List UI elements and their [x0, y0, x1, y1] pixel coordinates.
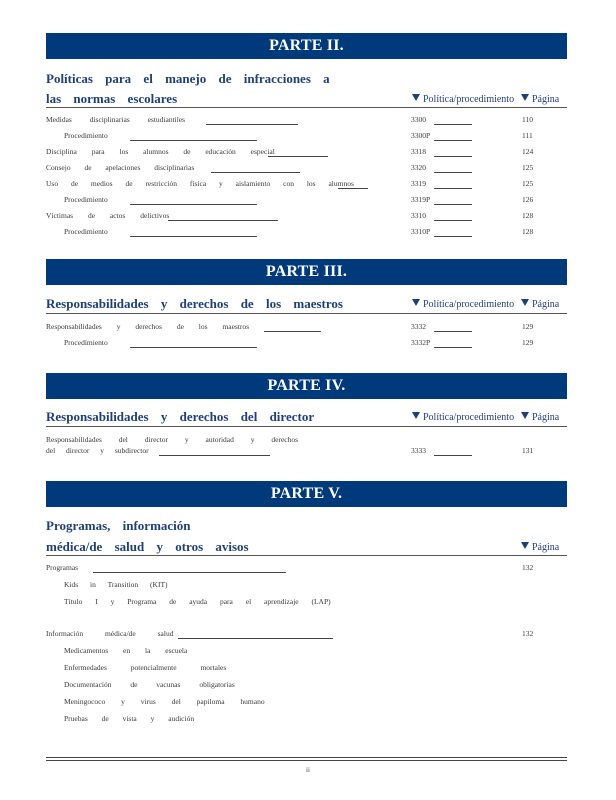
toc-entry-text: Información médica/de salud [46, 629, 174, 638]
page-column-header: Página [521, 542, 559, 554]
page-number: 132 [522, 629, 534, 638]
page-number: 124 [522, 147, 534, 156]
page-number: 131 [522, 446, 534, 455]
page-number: 128 [522, 227, 534, 236]
toc-entry-text: Víctimas de actos delictivos [46, 211, 170, 220]
policy-column-header: Política/procedimiento [412, 412, 514, 424]
policy-code: 3332P [411, 338, 431, 347]
policy-code: 3319P [411, 195, 431, 204]
triangle-down-icon [521, 299, 529, 306]
toc-subitem: Meningococo y virus del papiloma humano [64, 697, 265, 706]
code-leader-line [434, 140, 472, 141]
code-leader-line [434, 347, 472, 348]
leader-line [211, 172, 300, 173]
toc-entry-text: Procedimiento [64, 227, 108, 236]
part-3-title: Responsabilidades y derechos de los maestros [46, 296, 343, 311]
part-2-header-bar: PARTE II. [46, 33, 567, 59]
policy-code: 3300 [411, 115, 426, 124]
code-leader-line [434, 124, 472, 125]
toc-entry-text: Programas [46, 563, 79, 572]
triangle-down-icon [412, 94, 420, 101]
leader-line [130, 347, 257, 348]
code-leader-line [434, 455, 472, 456]
leader-line [130, 204, 257, 205]
footer-rule [46, 760, 567, 761]
policy-code: 3332 [411, 322, 426, 331]
toc-subitem: Título I y Programa de ayuda para el aprendizaje (LAP) [64, 597, 331, 606]
code-leader-line [434, 172, 472, 173]
leader-line [268, 156, 328, 157]
page-column-header: Página [521, 299, 559, 311]
toc-entry-text: Responsabilidades y derechos de los maestros [46, 322, 250, 331]
toc-subitem: Medicamentos en la escuela [64, 646, 188, 655]
page-number: 111 [522, 131, 533, 140]
policy-code: 3320 [411, 163, 426, 172]
toc-entry-text: Medidas disciplinarias estudiantiles [46, 115, 186, 124]
footer-rule [46, 757, 567, 758]
page-number: 126 [522, 195, 534, 204]
leader-line [130, 140, 257, 141]
leader-line [264, 331, 321, 332]
part-4-header-bar: PARTE IV. [46, 373, 567, 399]
policy-column-header: Política/procedimiento [412, 94, 514, 106]
toc-entry-text: Responsabilidades del director y autoridad y derechos [46, 435, 299, 444]
triangle-down-icon [412, 299, 420, 306]
code-leader-line [434, 188, 472, 189]
page-number: 125 [522, 163, 534, 172]
toc-entry-text: del director y subdirector [46, 446, 149, 455]
footer-page-number: ii [306, 766, 310, 774]
part-3-header-bar: PARTE III. [46, 259, 567, 285]
page-number: 129 [522, 322, 534, 331]
leader-line [93, 572, 286, 573]
triangle-down-icon [521, 94, 529, 101]
code-leader-line [434, 236, 472, 237]
part-5-header-bar: PARTE V. [46, 481, 567, 507]
part-5-title-line1: Programas, información [46, 518, 191, 533]
code-leader-line [434, 331, 472, 332]
toc-entry-text: Uso de medios de restricción física y aislamiento con los alumnos [46, 179, 354, 188]
page-column-header: Página [521, 94, 559, 106]
toc-subitem: Pruebas de vista y audición [64, 714, 195, 723]
page-number: 128 [522, 211, 534, 220]
leader-line [178, 638, 333, 639]
leader-line [338, 188, 368, 189]
policy-code: 3310 [411, 211, 426, 220]
part-2-title-line1: Políticas para el manejo de infracciones a [46, 71, 330, 86]
code-leader-line [434, 204, 472, 205]
toc-subitem: Documentación de vacunas obligatorias [64, 680, 235, 689]
leader-line [206, 124, 298, 125]
toc-entry-text: Consejo de apelaciones disciplinarias [46, 163, 195, 172]
page-number: 132 [522, 563, 534, 572]
page-number: 110 [522, 115, 533, 124]
section-divider [46, 426, 567, 427]
page-column-header: Página [521, 412, 559, 424]
leader-line [168, 220, 278, 221]
toc-subitem: Enfermedades potencialmente mortales [64, 663, 227, 672]
section-divider [46, 107, 567, 108]
triangle-down-icon [412, 412, 420, 419]
code-leader-line [434, 220, 472, 221]
toc-entry-text: Procedimiento [64, 195, 108, 204]
toc-entry-text: Procedimiento [64, 131, 108, 140]
toc-entry-text: Disciplina para los alumnos de educación especial [46, 147, 275, 156]
policy-code: 3319 [411, 179, 426, 188]
policy-code: 3333 [411, 446, 426, 455]
section-divider [46, 313, 567, 314]
policy-code: 3318 [411, 147, 426, 156]
toc-entry-text: Procedimiento [64, 338, 108, 347]
page-number: 125 [522, 179, 534, 188]
leader-line [130, 236, 257, 237]
triangle-down-icon [521, 412, 529, 419]
part-5-title-line2: médica/de salud y otros avisos [46, 539, 249, 554]
part-4-title: Responsabilidades y derechos del director [46, 409, 315, 424]
policy-code: 3310P [411, 227, 431, 236]
section-divider [46, 555, 567, 556]
policy-code: 3300P [411, 131, 431, 140]
page-number: 129 [522, 338, 534, 347]
policy-column-header: Política/procedimiento [412, 299, 514, 311]
code-leader-line [434, 156, 472, 157]
part-2-title-line2: las normas escolares [46, 91, 178, 106]
toc-subitem: Kids in Transition (KIT) [64, 580, 168, 589]
triangle-down-icon [521, 542, 529, 549]
leader-line [159, 455, 270, 456]
